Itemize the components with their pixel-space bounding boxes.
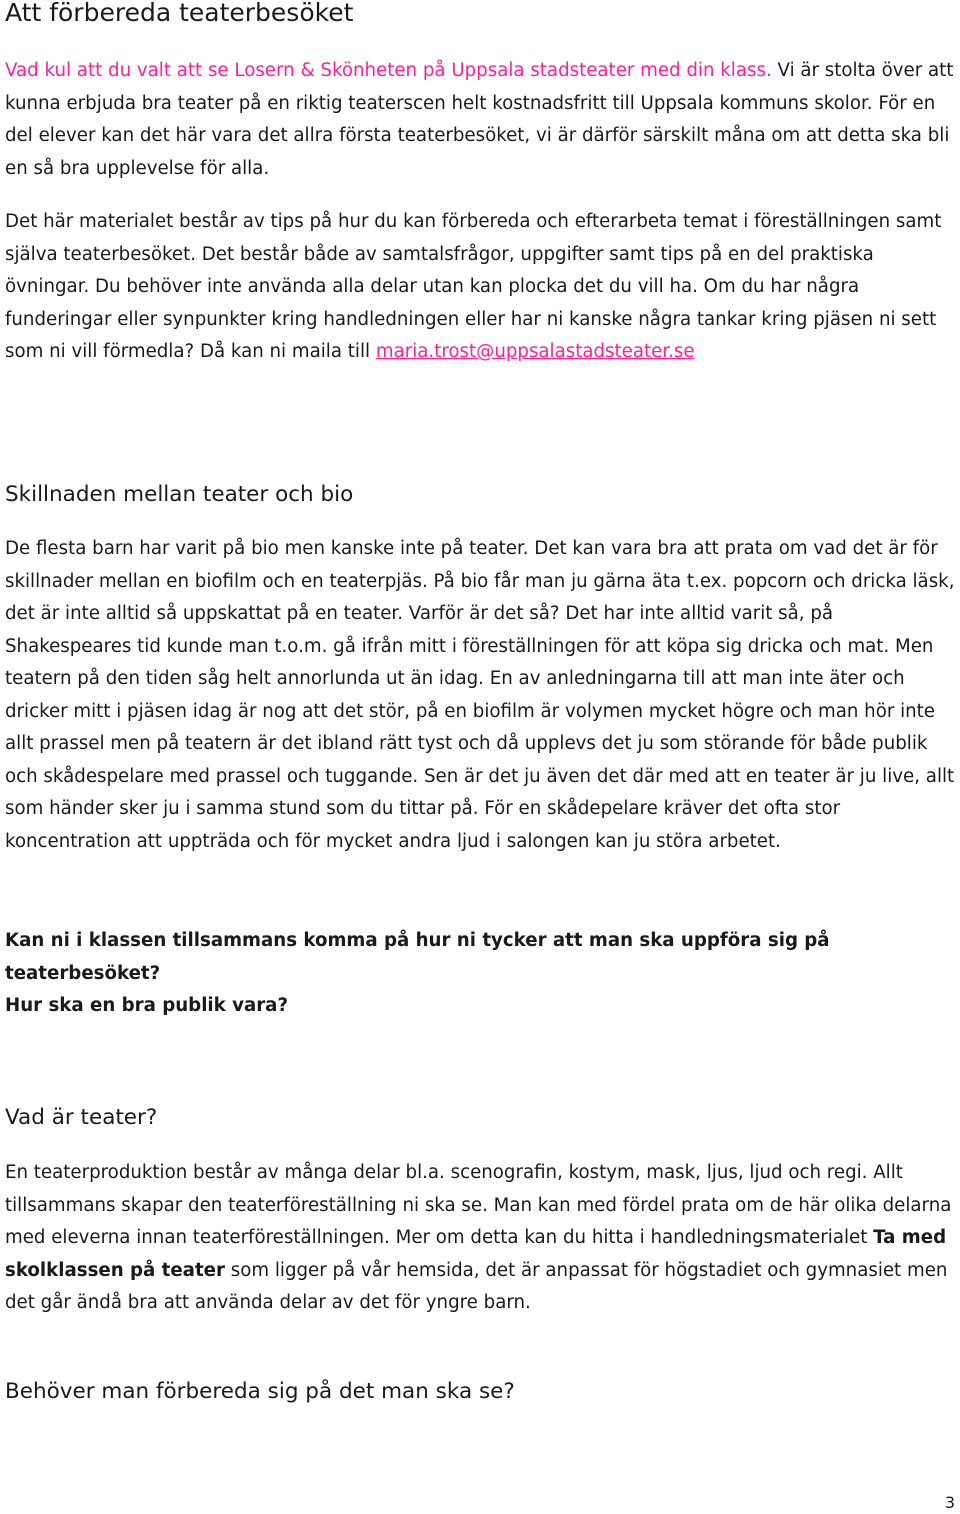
material-title: Ta med skolklassen på teater — [5, 1227, 947, 1281]
intro-text: Vi är stolta över att kunna erbjuda bra teater på en riktig teaterscen helt kostnadsfritt till Uppsala kommuns skolor. För en del elever kan det här vara det allra första teaterbesöket, vi är därför särskilt måna om att detta ska bli en så bra upplevelse för alla. — [5, 60, 954, 179]
difference-paragraph: De flesta barn har varit på bio men kanske inte på teater. Det kan vara bra att prata om vad det är för skillnader mellan en biofilm och en teaterpjäs. På bio får man ju gärna äta t.ex. popcorn och dricka läsk, det är inte alltid så uppskattat på en teater. Varför är det så? Det har inte alltid varit så, på Shakespeares tid kunde man t.o.m. gå ifrån mitt i föreställningen för att köpa sig dricka och mat. Men teatern på den tiden såg helt annorlunda ut än idag. En av anledningarna till att man inte äter och dricker mitt i pjäsen idag är nog att det stör, på en biofilm är volymen mycket högre och man hör inte allt prassel men på teatern är det ibland rätt tyst och då upplevs det ju som störande för både publik och skådespelare med prassel och tuggande. Sen är det ju även det där med att en teater är ju live, allt som händer sker ju i samma stund som du tittar på. För en skådepelare kräver det ofta stor koncentration att uppträda och för mycket andra ljud i salongen kan ju störa arbetet. — [5, 538, 955, 852]
intro-paragraph — [5, 55, 955, 185]
theater-paragraph — [5, 1157, 955, 1320]
difference-question-short: Hur ska en bra publik vara? — [5, 995, 289, 1016]
section-heading-difference: Skillnaden mellan teater och bio — [5, 482, 354, 507]
email-link[interactable]: maria.trost@uppsalastadsteater.se — [375, 341, 695, 362]
section-heading-prepare: Behöver man förbereda sig på det man ska se? — [5, 1379, 515, 1404]
material-text: Det här materialet består av tips på hur du kan förbereda och efterarbeta temat i föreställningen samt själva teaterbesöket. Det består både av samtalsfrågor, uppgifter samt tips på en del praktiska övningar. Du behöver inte använda alla delar utan kan plocka det du vill ha. Om du har några funderingar eller synpunkter kring handledningen eller har ni kanske några tankar kring pjäsen ni sett som ni vill förmedla? Då kan ni maila till — [5, 211, 942, 362]
material-paragraph — [5, 206, 955, 369]
section-heading-theater: Vad är teater? — [5, 1105, 158, 1130]
theater-text-after: som ligger på vår hemsida, det är anpassat för högstadiet och gymnasiet men det går ändå bra att använda delar av det för yngre barn. — [5, 1259, 948, 1313]
page-title: Att förbereda teaterbesöket — [5, 0, 354, 27]
page-number: 3 — [944, 1493, 955, 1512]
difference-question: Kan ni i klassen tillsammans komma på hur ni tycker att man ska uppföra sig på teaterbesöket? — [5, 930, 830, 984]
theater-text-before: En teaterproduktion består av många delar bl.a. scenografin, kostym, mask, ljus, ljud och regi. Allt tillsammans skapar den teaterföreställning ni ska se. Man kan med fördel prata om de här olika delarna med eleverna innan teaterföreställningen. Mer om detta kan du hitta i handledningsmaterialet — [5, 1162, 952, 1248]
intro-highlight: Vad kul att du valt att se Losern & Skönheten på Uppsala stadsteater med din klass. — [5, 60, 772, 81]
